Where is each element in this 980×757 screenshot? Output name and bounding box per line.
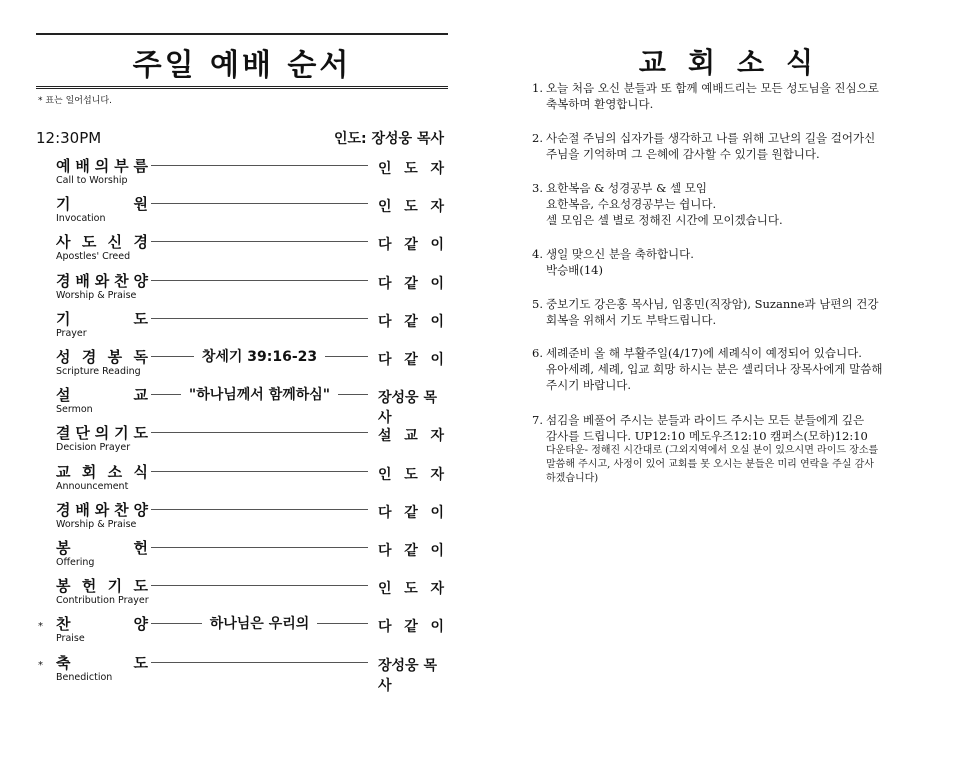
- order-item: [36, 308, 448, 346]
- leader-line: [151, 432, 368, 433]
- announcement-text: 오늘 처음 오신 분들과 또 함께 예배드리는 모든 성도님을 진심으로: [546, 81, 879, 95]
- title-char: 경: [81, 348, 97, 366]
- responsible-text: 자: [430, 581, 444, 598]
- order-item: [36, 155, 448, 193]
- responsible-text: 도: [404, 581, 418, 598]
- announcement-line: [532, 361, 942, 377]
- title-char: 결: [56, 424, 71, 443]
- title-char: 사: [56, 233, 71, 252]
- announcement-line: [532, 296, 942, 312]
- item-title-korean: [56, 652, 148, 673]
- responsible-text: 같: [404, 237, 418, 254]
- order-item: [36, 575, 448, 613]
- announcement-text: 감사를 드립니다. UP12:10 메도우즈12:10 캠퍼스(모하)12:10: [546, 429, 868, 443]
- item-detail-text: "하나님께서 함께하심": [181, 387, 338, 403]
- announcement-line: [532, 246, 942, 262]
- leader-line: [151, 585, 368, 586]
- order-item: [36, 537, 448, 575]
- responsible-text: 인: [378, 466, 392, 483]
- announcement-item: [532, 180, 942, 228]
- title-char: 름: [133, 157, 148, 175]
- order-item: [36, 384, 448, 427]
- item-responsible: [378, 578, 444, 598]
- item-title-english: Announcement: [56, 480, 129, 492]
- item-title-english: Call to Worship: [56, 175, 128, 186]
- service-time: 12:30PM: [36, 129, 102, 147]
- announcement-item: [532, 246, 942, 278]
- announcement-text: 요한복음 & 성경공부 & 셀 모임: [546, 181, 707, 195]
- item-title-korean: [56, 575, 148, 596]
- responsible-text: 인: [378, 581, 392, 598]
- announcement-item: [532, 412, 942, 486]
- item-title-korean: [56, 613, 148, 634]
- responsible-text: 같: [404, 619, 418, 636]
- announcement-number: 2.: [532, 131, 543, 145]
- announcement-text: 세례준비 올 해 부활주일(4/17)에 세례식이 예정되어 있습니다.: [546, 346, 862, 360]
- responsible-text: 다: [378, 352, 392, 368]
- item-title-english: Worship & Praise: [56, 289, 137, 301]
- announcement-text: 생일 맞으신 분을 축하합니다.: [546, 247, 694, 261]
- item-responsible: [378, 234, 444, 254]
- order-item: [36, 613, 448, 651]
- worship-order-title: 주일 예배 순서: [132, 48, 352, 83]
- title-char: 찬: [114, 271, 129, 290]
- order-item: [36, 231, 448, 269]
- title-char: 도: [133, 309, 148, 328]
- title-char: 배: [75, 500, 90, 519]
- item-title-english: Apostles' Creed: [56, 251, 131, 263]
- announcement-number: 7.: [532, 413, 543, 427]
- item-title-english: Offering: [56, 557, 95, 568]
- title-char: 찬: [56, 615, 71, 634]
- title-char: 소: [107, 462, 123, 481]
- title-char: 교: [56, 462, 71, 481]
- responsible-text: 교: [404, 428, 418, 445]
- announcement-text: 박승배(14): [546, 263, 603, 277]
- responsible-text: 이: [430, 313, 444, 330]
- item-detail-text: 하나님은 우리의: [202, 616, 318, 632]
- standing-marker: *: [38, 621, 43, 633]
- order-item: [36, 346, 448, 384]
- item-detail: [151, 346, 368, 366]
- title-char: 기: [107, 577, 123, 596]
- item-responsible: [378, 387, 444, 427]
- announcement-note: 말씀해 주시고, 사정이 있어 교회를 못 오시는 분들은 미리 연락을 주실 감사: [546, 459, 874, 470]
- announcement-text: 축복하며 환영합니다.: [546, 97, 654, 111]
- item-title-english: Praise: [56, 633, 85, 645]
- item-title-korean: [56, 231, 148, 252]
- responsible-text: 다: [378, 504, 392, 521]
- announcement-number: 1.: [532, 81, 543, 95]
- responsible-text: 자: [430, 161, 444, 177]
- title-char: 헌: [81, 577, 97, 596]
- responsible-text: 다: [378, 313, 392, 330]
- responsible-text: 이: [430, 543, 444, 559]
- order-item: [36, 499, 448, 537]
- item-title-korean: [56, 155, 148, 176]
- responsible-text: 이: [430, 619, 444, 636]
- announcement-item: [532, 296, 942, 328]
- responsible-text: 이: [430, 237, 444, 254]
- announcement-text: 주님을 기억하며 그 은혜에 감사할 수 있기를 원합니다.: [546, 147, 820, 161]
- item-title-korean: [56, 537, 148, 558]
- title-char: 기: [56, 309, 71, 328]
- order-item: [36, 270, 448, 308]
- item-title-english: Worship & Praise: [56, 518, 137, 530]
- announcement-line: [532, 377, 942, 393]
- title-char: 의: [94, 157, 110, 175]
- title-char: 봉: [107, 348, 123, 366]
- responsible-text: 도: [404, 161, 418, 177]
- item-title-english: Benediction: [56, 671, 113, 683]
- responsible-text: 설: [378, 428, 392, 445]
- title-char: 경: [56, 271, 71, 290]
- order-item: [36, 193, 448, 231]
- announcement-number: 5.: [532, 297, 543, 311]
- title-char: 식: [133, 462, 148, 481]
- announcement-line: [532, 312, 942, 328]
- title-char: 도: [133, 577, 148, 596]
- order-item: [36, 652, 448, 694]
- announcement-line: [532, 96, 942, 112]
- responsible-text: 같: [404, 313, 418, 330]
- announcement-note: 다운타운- 정해진 시간대로 (그외지역에서 오실 분이 있으시면 라이드 장소를: [546, 445, 879, 456]
- responsible-text: 같: [404, 275, 418, 292]
- responsible-text: 이: [430, 275, 444, 292]
- title-char: 부: [114, 157, 129, 175]
- item-title-english: Scripture Reading: [56, 366, 141, 377]
- announcement-line: [532, 180, 942, 196]
- responsible-text: 같: [404, 543, 418, 559]
- item-title-korean: [56, 193, 148, 214]
- leader-line: [151, 241, 368, 242]
- responsible-text: 장성웅 목사: [378, 390, 437, 427]
- service-leader: 인도: 장성웅 목사: [333, 131, 444, 147]
- announcement-note: 하겠습니다): [546, 473, 599, 484]
- responsible-text: 도: [404, 199, 418, 216]
- title-char: 헌: [133, 539, 148, 557]
- leader-line: [151, 165, 368, 166]
- item-title-korean: [56, 499, 148, 520]
- announcement-line: [532, 80, 942, 96]
- title-char: 기: [114, 424, 129, 443]
- announcement-line: [532, 428, 942, 444]
- announcement-text: 사순절 주님의 십자가를 생각하고 나를 위해 고난의 길을 걸어가신: [546, 131, 876, 145]
- order-item: [36, 422, 448, 460]
- responsible-text: 자: [430, 199, 444, 216]
- item-title-english: Prayer: [56, 327, 87, 339]
- title-char: 예: [56, 157, 71, 175]
- title-char: 의: [94, 424, 110, 443]
- announcement-text: 중보기도 강은홍 목사님, 임홍민(직장암), Suzanne과 남편의 건강: [546, 297, 879, 311]
- leader-line: [151, 547, 368, 548]
- leader-line: [151, 471, 368, 472]
- item-detail: [151, 384, 368, 404]
- title-char: 교: [133, 386, 148, 405]
- item-responsible: [378, 540, 444, 560]
- title-char: 독: [133, 348, 148, 366]
- title-char: 도: [81, 233, 97, 252]
- title-char: 도: [133, 653, 148, 672]
- responsible-text: 같: [404, 352, 418, 368]
- title-char: 양: [133, 615, 148, 634]
- title-char: 원: [133, 195, 148, 214]
- item-title-english: Invocation: [56, 213, 106, 225]
- title-rule: [36, 86, 448, 89]
- title-char: 배: [75, 157, 90, 175]
- title-char: 회: [81, 462, 97, 481]
- announcement-text: 요한복음, 수요성경공부는 쉽니다.: [546, 197, 717, 211]
- item-title-english: Contribution Prayer: [56, 595, 149, 607]
- announcement-text: 셀 모임은 셀 별로 정해진 시간에 모이겠습니다.: [546, 213, 783, 227]
- announcement-text: 회복을 위해서 기도 부탁드립니다.: [546, 313, 717, 327]
- title-char: 경: [133, 233, 148, 252]
- title-char: 축: [56, 653, 71, 672]
- item-responsible: [378, 425, 444, 445]
- title-char: 봉: [56, 577, 71, 596]
- top-rule: [36, 33, 448, 35]
- announcement-item: [532, 345, 942, 393]
- announcement-line: [532, 146, 942, 162]
- title-char: 와: [94, 500, 110, 519]
- item-responsible: [378, 311, 444, 331]
- announcement-text: 섬김을 베풀어 주시는 분들과 라이드 주시는 모든 분들에게 깊은: [546, 413, 865, 427]
- item-title-english: Decision Prayer: [56, 442, 131, 454]
- responsible-text: 인: [378, 161, 392, 177]
- leader-line: [151, 280, 368, 281]
- leader-line: [151, 203, 368, 204]
- responsible-text: 다: [378, 275, 392, 292]
- leader-line: [151, 509, 368, 510]
- item-responsible: [378, 464, 444, 484]
- item-title-english: Sermon: [56, 404, 93, 416]
- announcement-item: [532, 130, 942, 162]
- item-detail-text: 창세기 39:16-23: [194, 349, 325, 365]
- title-char: 설: [56, 386, 71, 405]
- announcement-text: 주시기 바랍니다.: [546, 378, 632, 392]
- announcement-number: 6.: [532, 346, 543, 360]
- announcement-line: [532, 412, 942, 428]
- announcement-line: [532, 196, 942, 212]
- leader-line: [151, 662, 368, 663]
- standing-note: * 표는 일어섭니다.: [38, 96, 112, 106]
- item-responsible: [378, 616, 444, 636]
- worship-order-panel: [36, 0, 448, 757]
- responsible-text: 같: [404, 504, 418, 521]
- title-char: 단: [75, 424, 90, 443]
- item-responsible: [378, 273, 444, 293]
- title-char: 경: [56, 500, 71, 519]
- title-char: 기: [56, 195, 71, 214]
- responsible-text: 인: [378, 199, 392, 216]
- item-responsible: [378, 349, 444, 369]
- responsible-text: 장성웅 목사: [378, 657, 437, 694]
- order-item: [36, 461, 448, 499]
- announcement-number: 3.: [532, 181, 543, 195]
- announcements-title: 교회소식: [638, 46, 836, 79]
- item-title-korean: [56, 308, 148, 329]
- responsible-text: 다: [378, 543, 392, 559]
- title-char: 배: [75, 271, 90, 290]
- item-title-korean: [56, 270, 148, 291]
- announcement-text: 유아세례, 세례, 입교 희망 하시는 분은 셀리더나 장목사에게 말씀해: [546, 362, 883, 376]
- responsible-text: 이: [430, 504, 444, 521]
- standing-marker: *: [38, 659, 43, 671]
- title-char: 와: [94, 271, 110, 290]
- responsible-text: 자: [430, 466, 444, 483]
- item-responsible: [378, 158, 444, 178]
- announcement-item: [532, 80, 942, 112]
- item-title-korean: [56, 346, 148, 367]
- responsible-text: 다: [378, 237, 392, 254]
- leader-line: [151, 318, 368, 319]
- responsible-text: 도: [404, 466, 418, 483]
- title-char: 양: [133, 500, 148, 519]
- responsible-text: 이: [430, 352, 444, 368]
- announcement-line: [532, 130, 942, 146]
- item-title-korean: [56, 461, 148, 482]
- announcement-line: [532, 212, 942, 228]
- title-char: 신: [107, 233, 123, 252]
- responsible-text: 다: [378, 619, 392, 636]
- item-responsible: [378, 196, 444, 216]
- item-title-korean: [56, 422, 148, 443]
- announcement-line: [532, 262, 942, 278]
- title-char: 봉: [56, 539, 71, 557]
- title-char: 찬: [114, 500, 129, 519]
- title-char: 도: [133, 424, 148, 443]
- item-detail: [151, 613, 368, 633]
- item-responsible: [378, 502, 444, 522]
- item-responsible: [378, 655, 444, 695]
- announcement-number: 4.: [532, 247, 543, 261]
- title-char: 성: [56, 348, 71, 366]
- announcements-panel: [532, 0, 952, 757]
- item-title-korean: [56, 384, 148, 405]
- announcement-line: [532, 345, 942, 361]
- responsible-text: 자: [430, 428, 444, 445]
- title-char: 양: [133, 271, 148, 290]
